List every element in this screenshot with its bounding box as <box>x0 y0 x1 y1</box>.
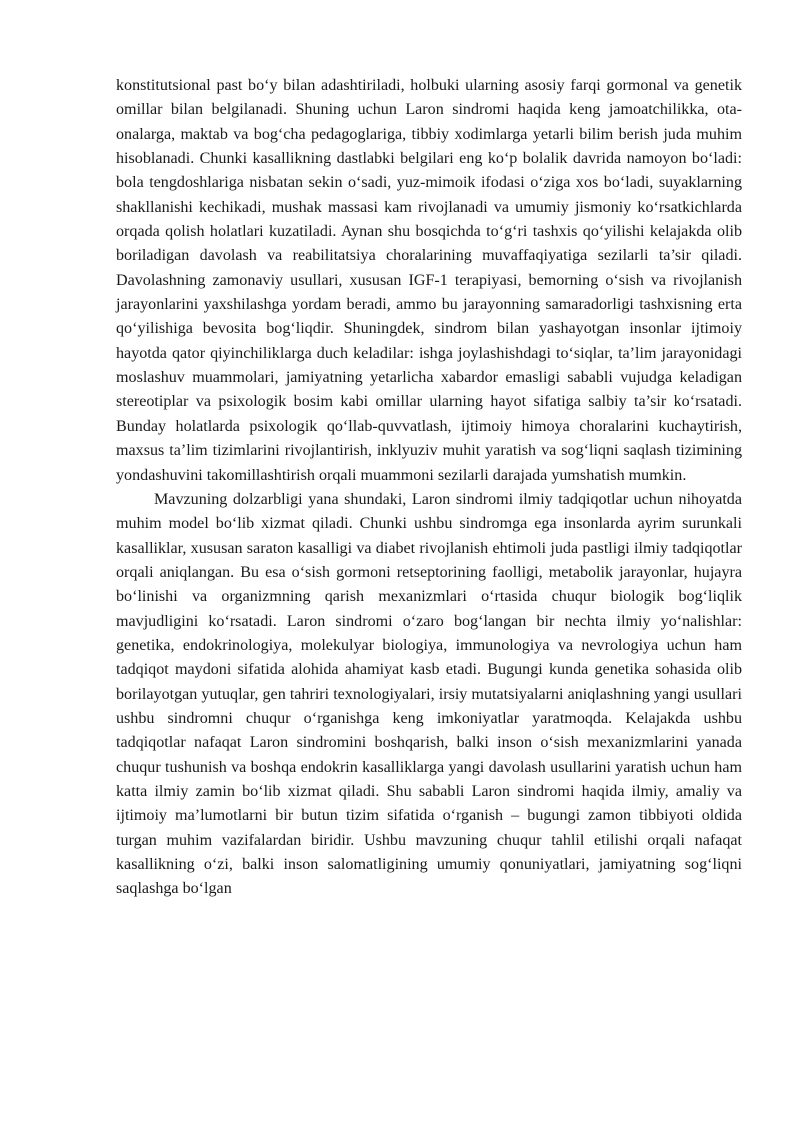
paragraph-1: konstitutsional past bo‘y bilan adashtiriladi, holbuki ularning asosiy farqi gormonal va genetik omillar bilan belgilanadi. Shuning uchun Laron sindromi haqida keng jamoatchilikka, ota-onalarga, maktab va bog‘cha pedagoglariga, tibbiy xodimlarga yetarli bilim berish juda muhim hisoblanadi. Chunki kasallikning dastlabki belgilari eng ko‘p bolalik davrida namoyon bo‘ladi: bola tengdoshlariga nisbatan sekin o‘sadi, yuz-mimoik ifodasi o‘ziga xos bo‘ladi, suyaklarning shakllanishi kechikadi, mushak massasi kam rivojlanadi va umumiy jismoniy ko‘rsatkichlarda orqada qolish holatlari kuzatiladi. Aynan shu bosqichda to‘g‘ri tashxis qo‘yilishi kelajakda olib boriladigan davolash va reabilitatsiya choralarining muvaffaqiyatiga sezilarli ta’sir qiladi. Davolashning zamonaviy usullari, xususan IGF-1 terapiyasi, bemorning o‘sish va rivojlanish jarayonlarini yaxshilashga yordam beradi, ammo bu jarayonning samaradorligi tashxisning erta qo‘yilishiga bevosita bog‘liqdir. Shuningdek, sindrom bilan yashayotgan insonlar ijtimoiy hayotda qator qiyinchiliklarga duch keladilar: ishga joylashishdagi to‘siqlar, ta’lim jarayonidagi moslashuv muammolari, jamiyatning yetarlicha xabardor emasligi sababli vujudga keladigan stereotiplar va psixologik bosim kabi omillar ularning hayot sifatiga salbiy ta’sir ko‘rsatadi. Bunday holatlarda psixologik qo‘llab-quvvatlash, ijtimoiy himoya choralarini kuchaytirish, maxsus ta’lim tizimlarini rivojlantirish, inklyuziv muhit yaratish va sog‘liqni saqlash tizimining yondashuvini takomillashtirish orqali muammoni sezilarli darajada yumshatish mumkin. <box>116 77 742 484</box>
body-text <box>116 74 742 902</box>
paragraph-2: Mavzuning dolzarbligi yana shundaki, Laron sindromi ilmiy tadqiqotlar uchun nihoyatda muhim model bo‘lib xizmat qiladi. Chunki ushbu sindromga ega insonlarda ayrim surunkali kasalliklar, xususan saraton kasalligi va diabet rivojlanish ehtimoli juda pastligi ilmiy tadqiqotlar orqali aniqlangan. Bu esa o‘sish gormoni retseptorining faolligi, metabolik jarayonlar, hujayra bo‘linishi va organizmning qarish mexanizmlari o‘rtasida chuqur biologik bog‘liqlik mavjudligini ko‘rsatadi. Laron sindromi o‘zaro bog‘langan bir nechta ilmiy yo‘nalishlar: genetika, endokrinologiya, molekulyar biologiya, immunologiya va nevrologiya uchun ham tadqiqot maydoni sifatida alohida ahamiyat kasb etadi. Bugungi kunda genetika sohasida olib borilayotgan yutuqlar, gen tahriri texnologiyalari, irsiy mutatsiyalarni aniqlashning yangi usullari ushbu sindromni chuqur o‘rganishga keng imkoniyatlar yaratmoqda. Kelajakda ushbu tadqiqotlar nafaqat Laron sindromini boshqarish, balki inson o‘sish mexanizmlarini yanada chuqur tushunish va boshqa endokrin kasalliklarga yangi davolash usullarini yaratish uchun ham katta ilmiy zamin bo‘lib xizmat qiladi. Shu sababli Laron sindromi haqida ilmiy, amaliy va ijtimoiy ma’lumotlarni bir butun tizim sifatida o‘rganish – bugungi zamon tibbiyoti oldida turgan muhim vazifalardan biridir. Ushbu mavzuning chuqur tahlil etilishi orqali nafaqat kasallikning o‘zi, balki inson salomatligining umumiy qonuniyatlari, jamiyatning sog‘liqni saqlashga bo‘lgan <box>116 490 742 898</box>
